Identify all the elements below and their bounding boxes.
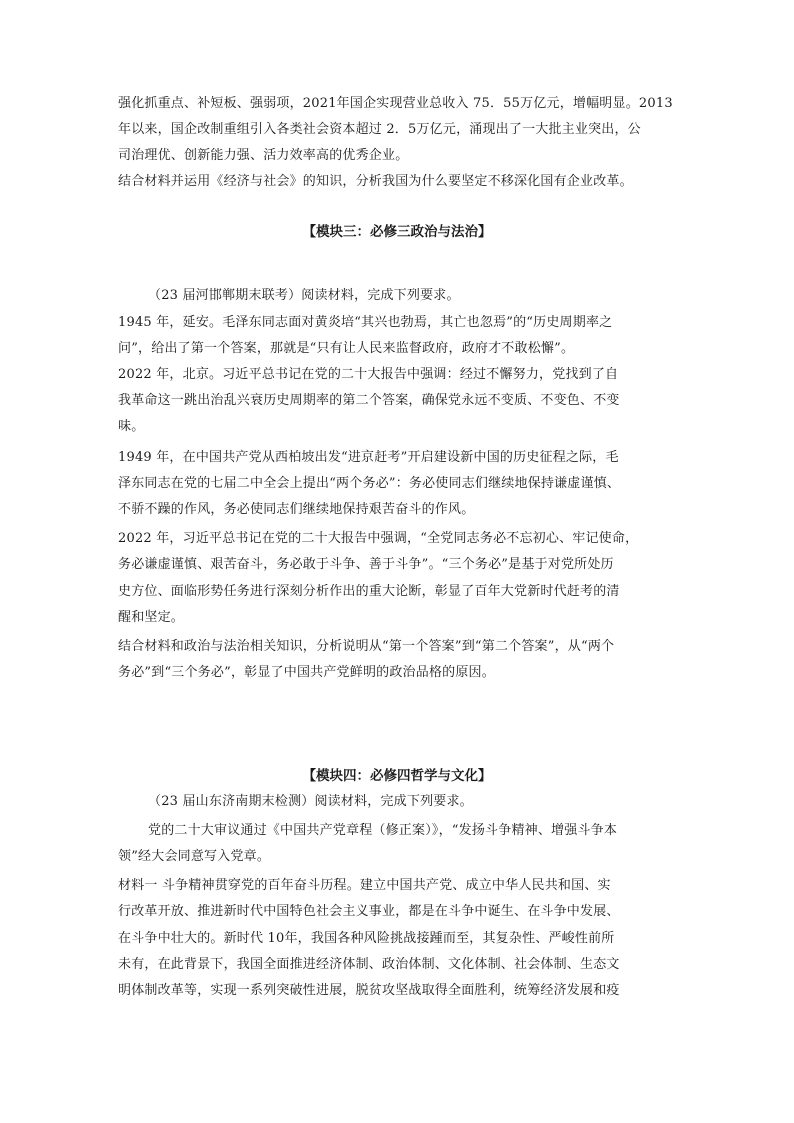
- paragraph-line: 醒和坚定。: [118, 610, 185, 625]
- paragraph-line: 味。: [118, 419, 145, 434]
- question-prompt: 结合材料并运用《经济与社会》的知识，分析我国为什么要坚定不移深化国有企业改革。: [118, 174, 633, 189]
- paragraph-line: 问”，给出了第一个答案，那就是“只有让人民来监督政府，政府才不敢松懈”。: [118, 341, 575, 356]
- section-heading-module4: 【模块四：必修四哲学与文化】: [302, 768, 492, 784]
- section-heading-module3: 【模块三：必修三政治与法治】: [302, 224, 492, 240]
- paragraph-line: 2022 年，习近平总书记在党的二十大报告中强调，“全党同志务必不忘初心、牢记使命，: [118, 531, 639, 546]
- paragraph-line: 在斗争中壮大的。新时代 10年，我国各种风险挑战接踵而至，其复杂性、严峻性前所: [118, 931, 615, 946]
- paragraph-line: 1949 年，在中国共产党从西柏坡出发“进京赶考”开启建设新中国的历史征程之际，毛: [118, 450, 619, 465]
- question-source: （23 届河邯郸期末联考）阅读材料，完成下列要求。: [148, 288, 460, 303]
- paragraph-line: 史方位、面临形势任务进行深刻分析作出的重大论断，彰显了百年大党新时代赶考的清: [118, 584, 620, 599]
- paragraph-line: 2022 年，北京。习近平总书记在党的二十大报告中强调：经过不懈努力，党找到了自: [118, 367, 619, 382]
- paragraph-line: 1945 年，延安。毛泽东同志面对黄炎培“其兴也勃焉，其亡也忽焉”的“历史周期率之: [118, 315, 613, 330]
- paragraph-line: 强化抓重点、补短板、强弱项，2021年国企实现营业总收入 75．55万亿元，增幅明显。2013: [118, 96, 673, 111]
- paragraph-line: 行改革开放、推进新时代中国特色社会主义事业，都是在斗争中诞生、在斗争中发展、: [118, 904, 620, 919]
- paragraph-line: 党的二十大审议通过《中国共产党章程（修正案）》，“发扬斗争精神、增强斗争本: [148, 823, 618, 838]
- paragraph-line: 领”经大会同意写入党章。: [118, 849, 271, 864]
- question-prompt: 结合材料和政治与法治相关知识，分析说明从“第一个答案”到“第二个答案”，从“两个: [118, 639, 615, 654]
- question-prompt: 务必”到“三个务必”，彰显了中国共产党鲜明的政治品格的原因。: [118, 665, 495, 680]
- paragraph-line: 司治理优、创新能力强、活力效率高的优秀企业。: [118, 148, 409, 163]
- paragraph-line: 明体制改革等，实现一系列突破性进展，脱贫攻坚战取得全面胜利，统筹经济发展和疫: [118, 983, 620, 998]
- paragraph-line: 年以来，国企改制重组引入各类社会资本超过 2．5万亿元，涌现出了一大批主业突出，公: [118, 122, 641, 137]
- paragraph-line: 务必谦虚谨慎、艰苦奋斗，务必敢于斗争、善于斗争”。“三个务必”是基于对党所处历: [118, 557, 614, 572]
- paragraph-line: 我革命这一跳出治乱兴衰历史周期率的第二个答案，确保党永远不变质、不变色、不变: [118, 393, 620, 408]
- paragraph-line: 未有，在此背景下，我国全面推进经济体制、政治体制、文化体制、社会体制、生态文: [118, 957, 620, 972]
- paragraph-line: 不骄不躁的作风，务必使同志们继续地保持艰苦奋斗的作风。: [118, 502, 475, 517]
- paragraph-line: 泽东同志在党的七届二中全会上提出“两个务必”：务必使同志们继续地保持谦虚谨慎、: [118, 476, 621, 491]
- material-line: 材料一 斗争精神贯穿党的百年奋斗历程。建立中国共产党、成立中华人民共和国、实: [118, 878, 611, 893]
- question-source: （23 届山东济南期末检测）阅读材料，完成下列要求。: [148, 794, 473, 809]
